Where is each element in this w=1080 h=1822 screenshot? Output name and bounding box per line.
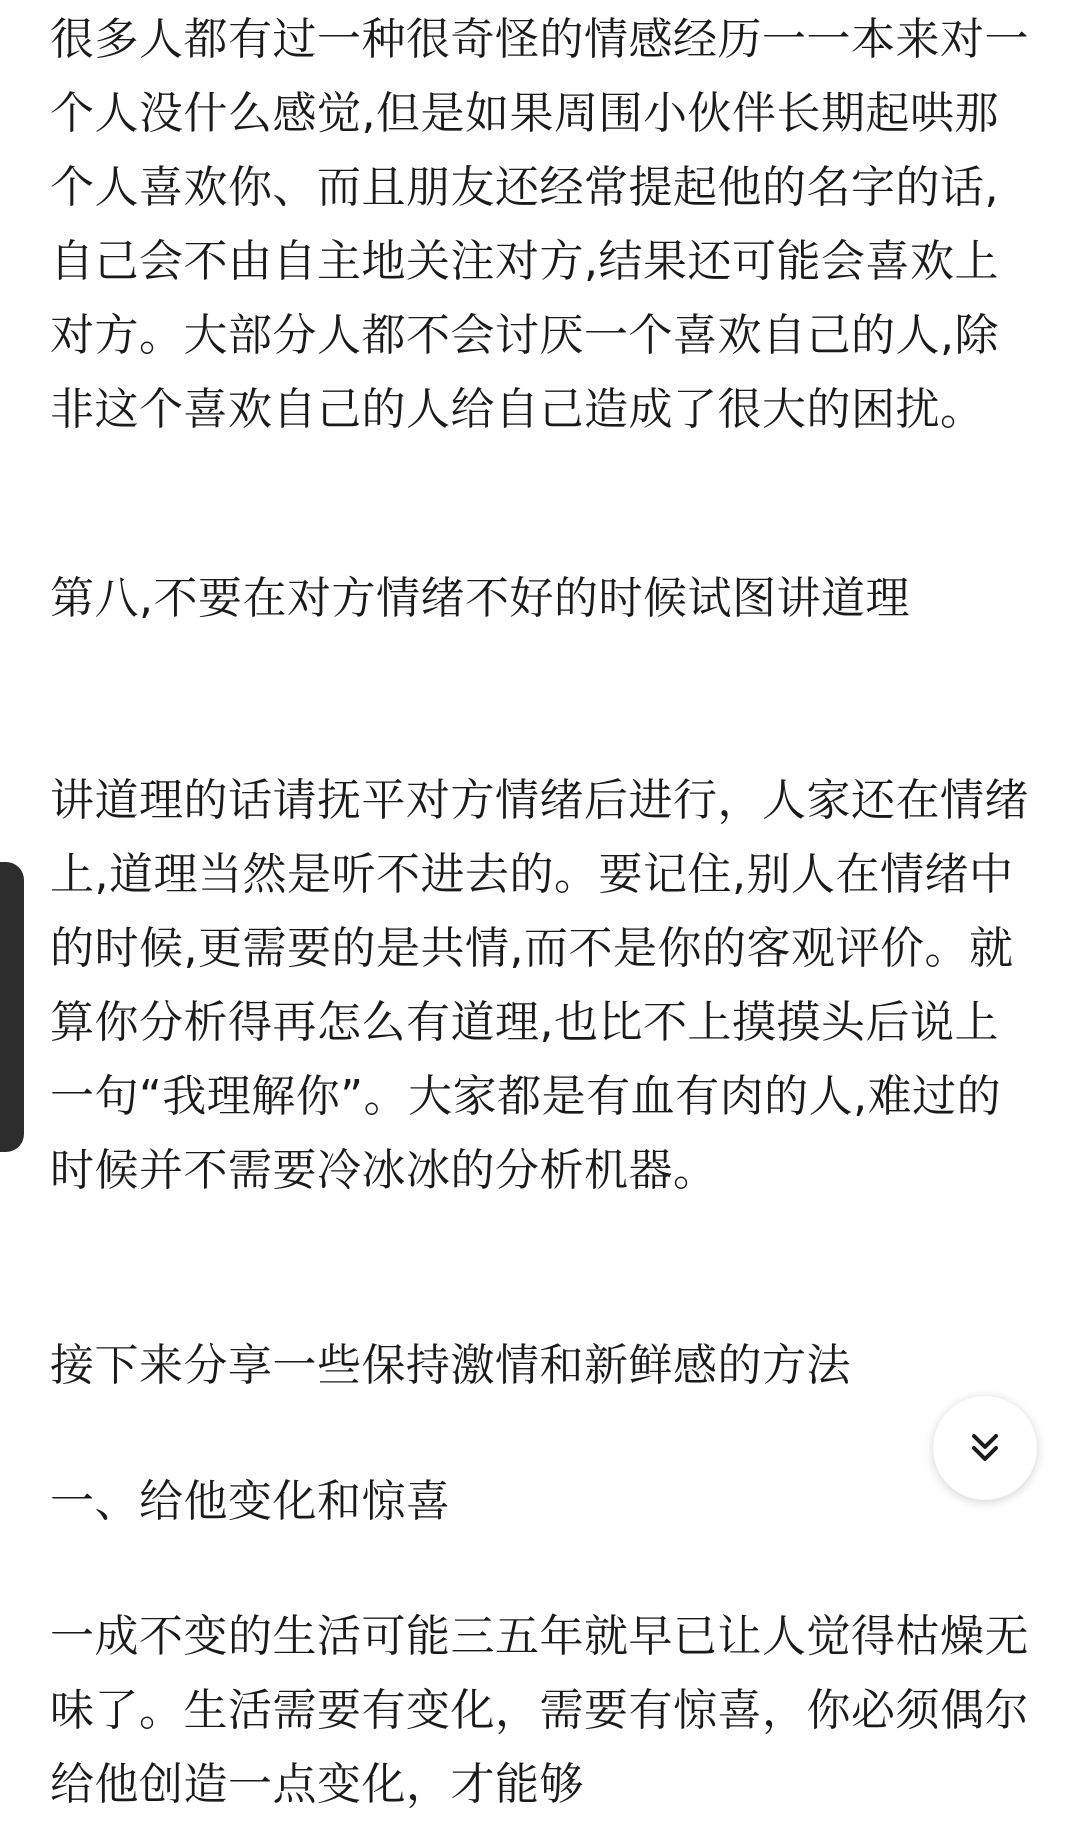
paragraph-emotional-experience: 很多人都有过一种很奇怪的情感经历一一本来对一个人没什么感觉,但是如果周围小伙伴长期起哄那个人喜欢你、而且朋友还经常提起他的名字的话,自己会不由自主地关注对方,结果还可能会喜欢上对方。大部分人都不会讨厌一个喜欢自己的人,除非这个喜欢自己的人给自己造成了很大的困扰。 xyxy=(50,14,1029,435)
section-heading-methods: 接下来分享一些保持激情和新鲜感的方法 xyxy=(50,1340,851,1391)
paragraph-change: 一成不变的生活可能三五年就早已让人觉得枯燥无味了。生活需要有变化，需要有惊喜，你必须偶尔给他创造一点变化，才能够 xyxy=(50,1611,1029,1810)
section-heading-eighth: 第八,不要在对方情绪不好的时候试图讲道理 xyxy=(50,573,910,624)
paragraph-reasoning: 讲道理的话请抚平对方情绪后进行，人家还在情绪上,道理当然是听不进去的。要记住,别人在情绪中的时候,更需要的是共情,而不是你的客观评价。就算你分析得再怎么有道理,也比不上摸摸头后说上一句“我理解你”。大家都是有血有肉的人,难过的时候并不需要冷冰冰的分析机器。 xyxy=(50,775,1029,1196)
scroll-down-button[interactable] xyxy=(933,1396,1037,1500)
double-chevron-down-icon xyxy=(965,1428,1005,1468)
section-heading-change-surprise: 一、给他变化和惊喜 xyxy=(50,1476,451,1527)
side-drawer-handle[interactable] xyxy=(0,862,24,1152)
